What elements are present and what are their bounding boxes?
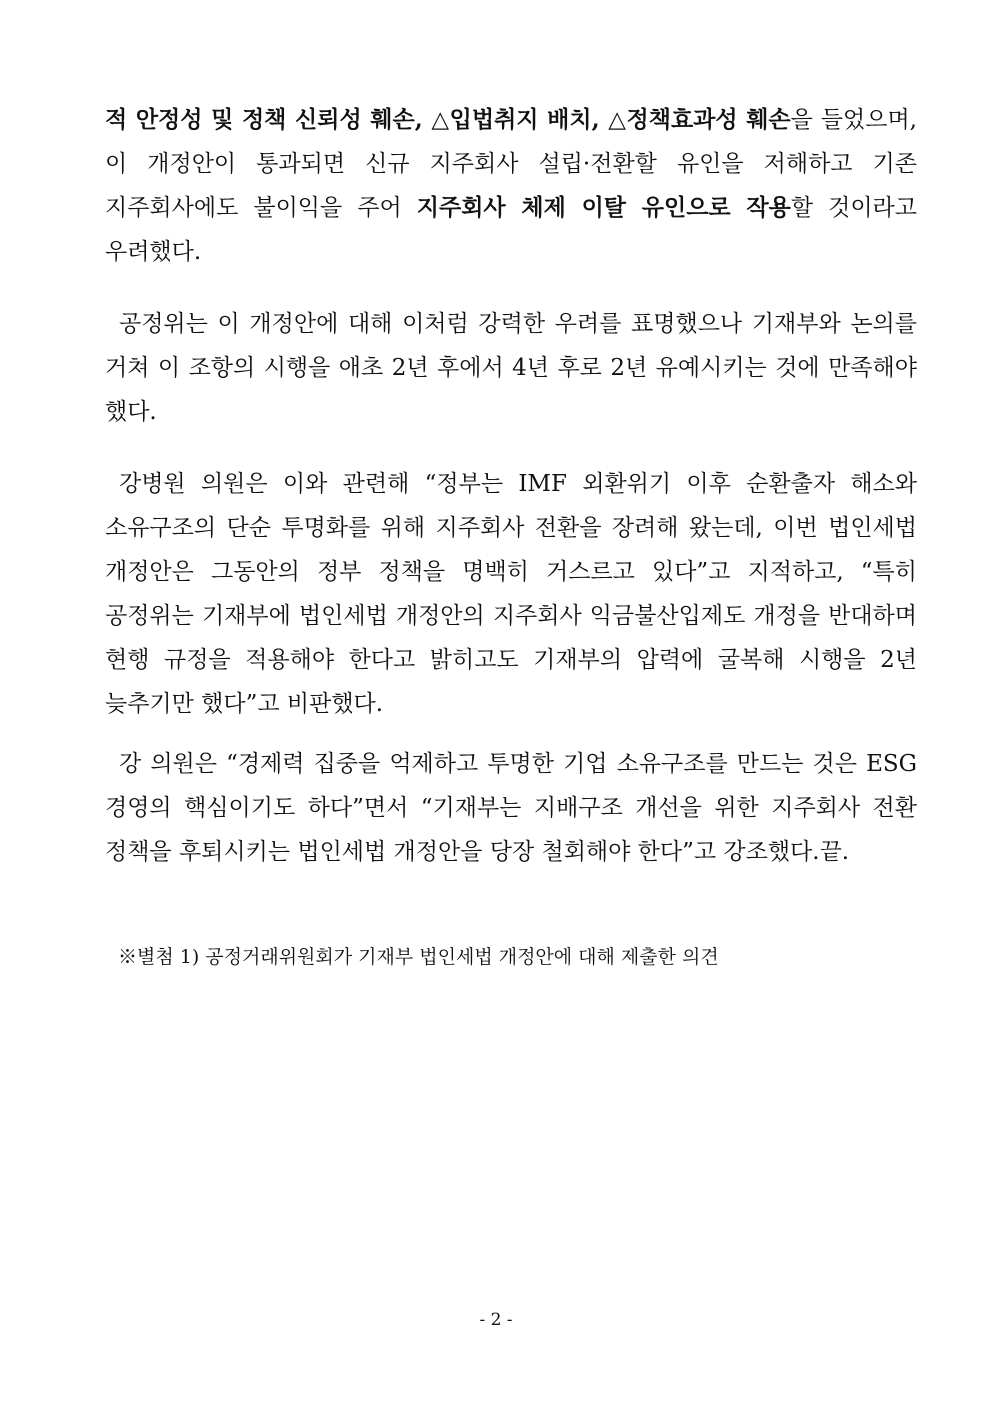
attachment-note: ※별첨 1) 공정거래위원회가 기재부 법인세법 개정안에 대해 제출한 의견 <box>118 946 719 968</box>
paragraph-2 <box>105 302 917 434</box>
bold-text: 적 안정성 및 정책 신뢰성 훼손, △입법취지 배치, △정책효과성 훼손 <box>105 106 791 133</box>
text-span: 강 의원은 “경제력 집중을 억제하고 투명한 기업 소유구조를 만드는 것은 ESG 경영의 핵심이기도 하다”면서 “기재부는 지배구조 개선을 위한 지주회사 전환 정책을 후퇴시키는 법인세법 개정안을 당장 철회해야 한다”고 강조했다.끝. <box>105 751 917 865</box>
paragraph-4 <box>105 742 917 874</box>
text-span: 을 들었으며, 이 개정안이 통과되면 신규 지주회사 설립·전환할 유인을 저해하고 기존 지주회사에도 불이익을 주어 <box>105 107 917 221</box>
bold-text: 지주회사 체제 이탈 유인으로 작용 <box>416 194 791 221</box>
text-span: 공정위는 이 개정안에 대해 이처럼 강력한 우려를 표명했으나 기재부와 논의를 거쳐 이 조항의 시행을 애초 2년 후에서 4년 후로 2년 유예시키는 것에 만족해야 했다. <box>105 311 917 425</box>
text-span: 강병원 의원은 이와 관련해 “정부는 IMF 외환위기 이후 순환출자 해소와 소유구조의 단순 투명화를 위해 지주회사 전환을 장려해 왔는데, 이번 법인세법 개정안은 그동안의 정부 정책을 명백히 거스르고 있다”고 지적하고, “특히 공정위는 기재부에 법인세법 개정안의 지주회사 익금불산입제도 개정을 반대하며 현행 규정을 적용해야 한다고 밝히고도 기재부의 압력에 굴복해 시행을 2년 늦추기만 했다”고 비판했다. <box>105 471 917 717</box>
page-number: - 2 - <box>479 1310 513 1330</box>
paragraph-1 <box>105 98 917 274</box>
text-span: 할 것이라고 우려했다. <box>105 195 917 265</box>
paragraph-3 <box>105 462 917 726</box>
